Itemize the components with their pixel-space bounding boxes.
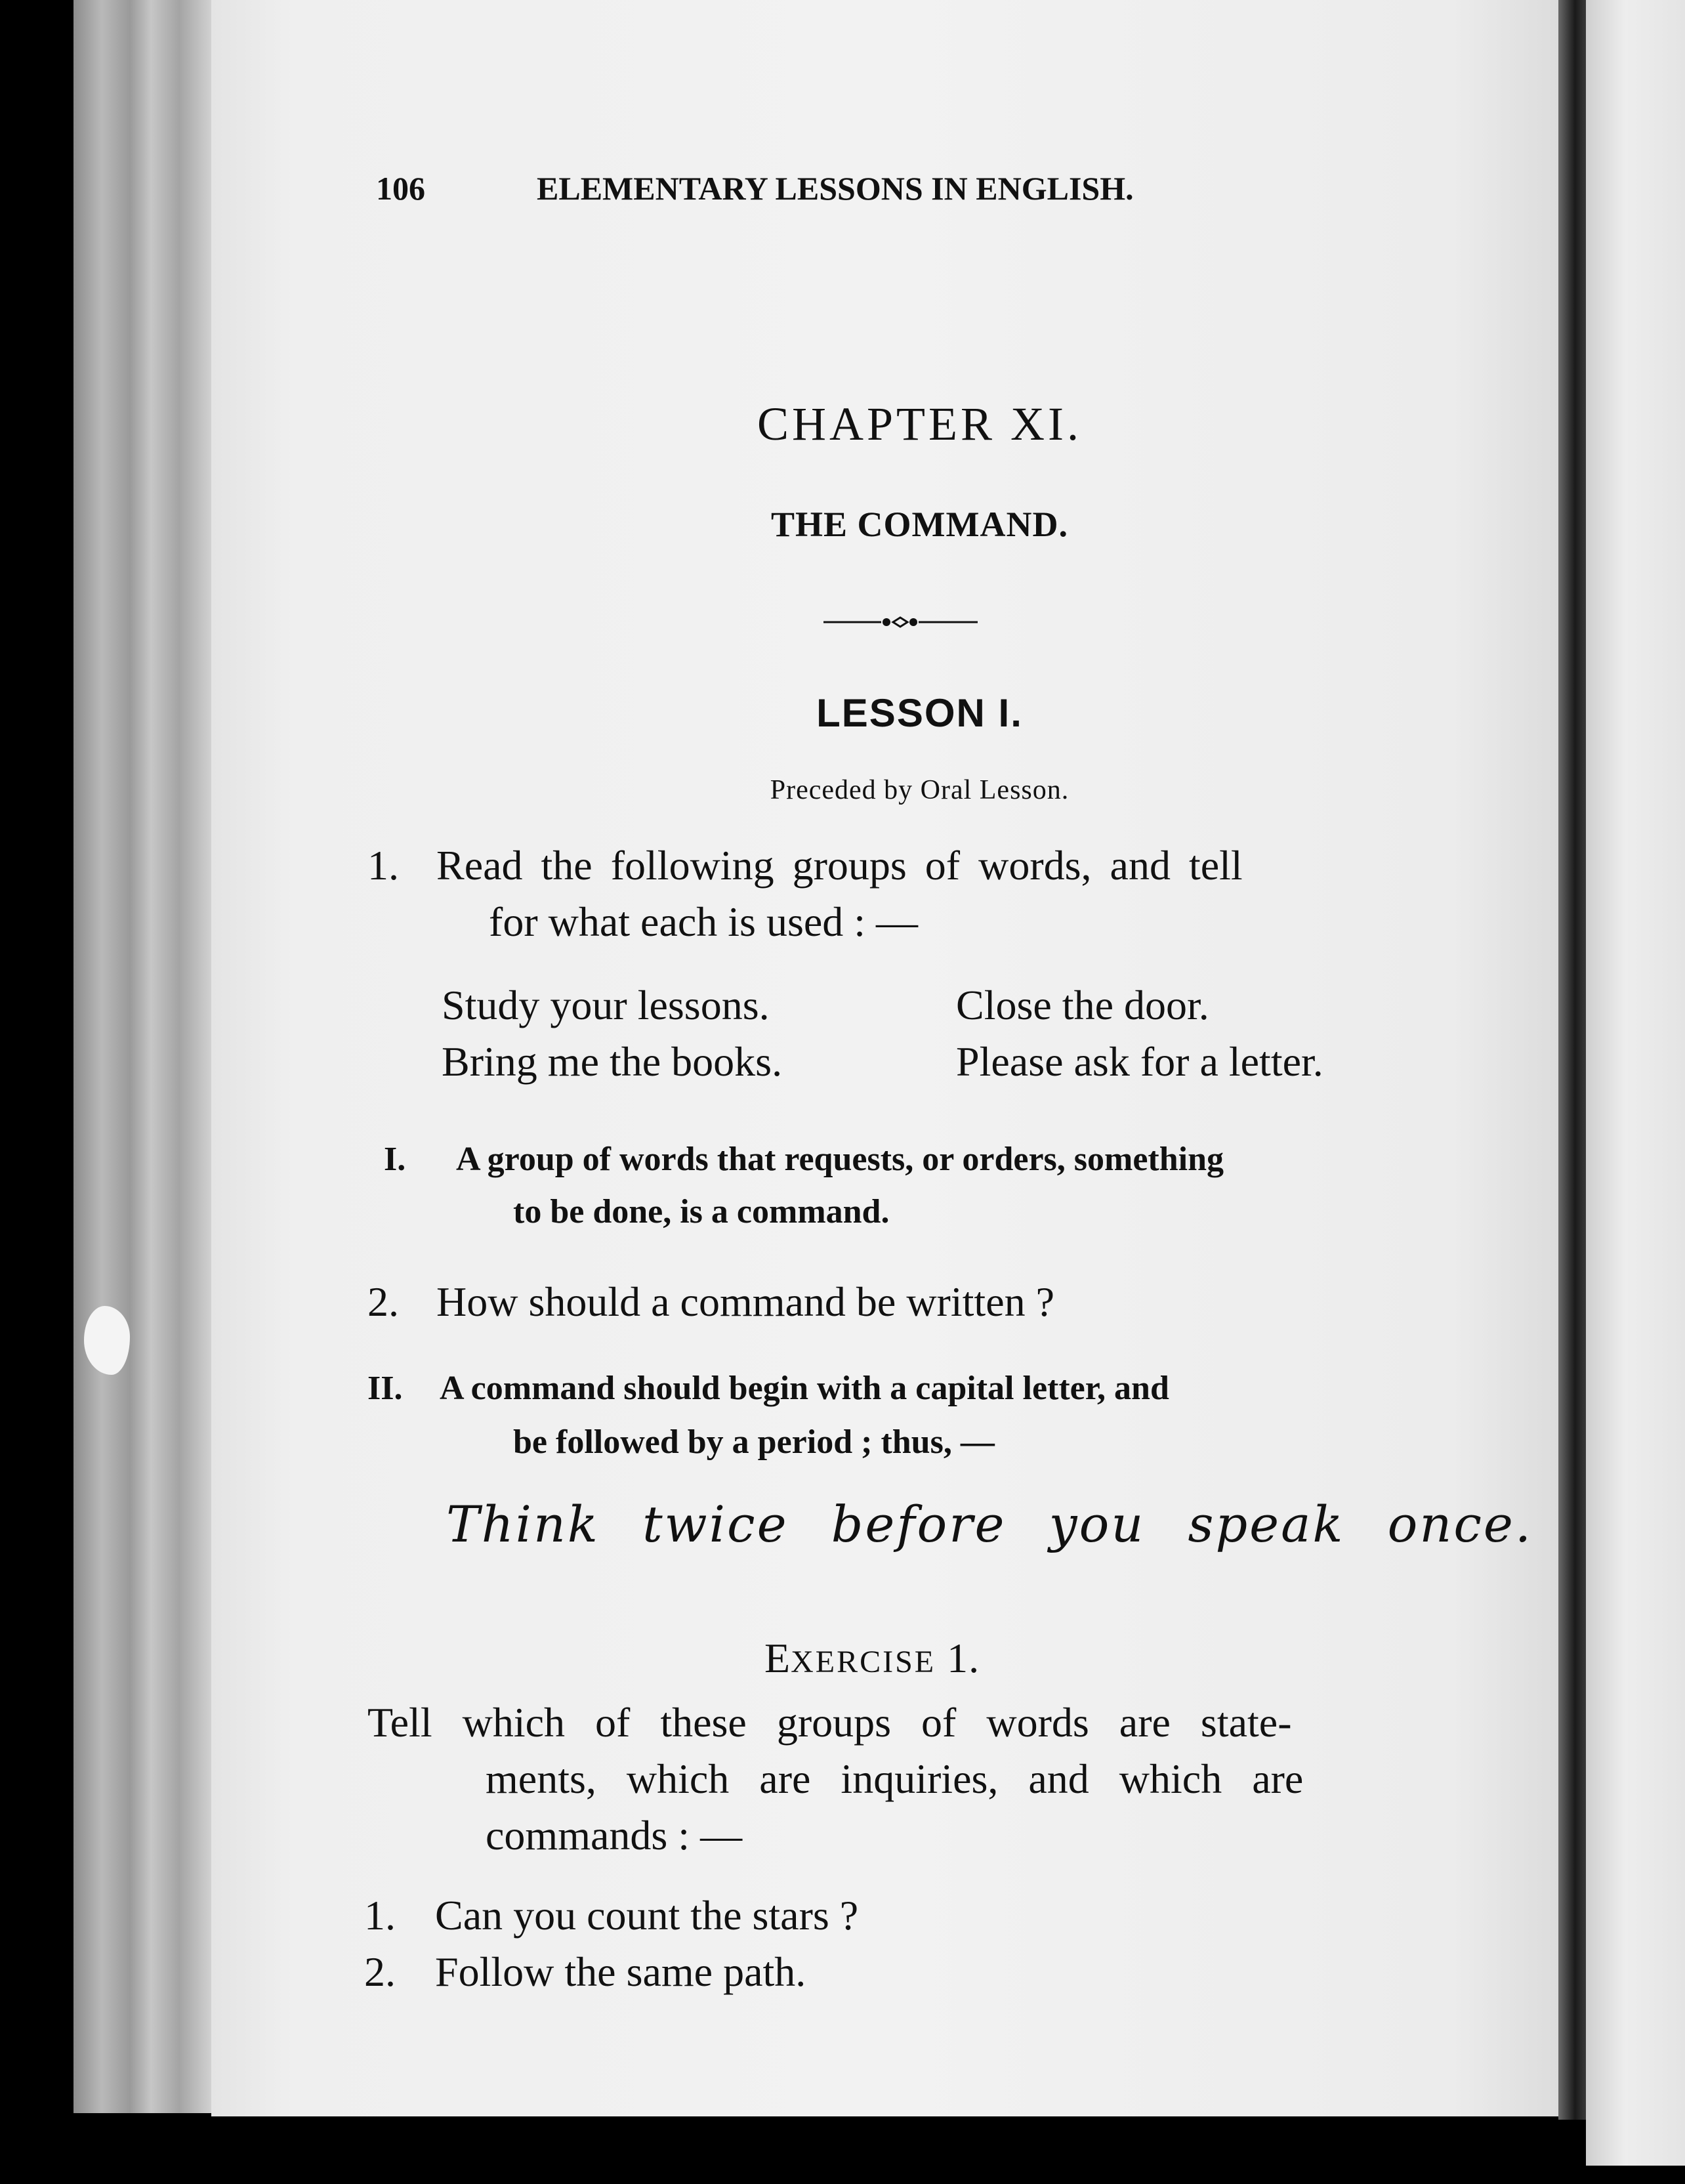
example-sentence: Please ask for a letter. [956,1038,1323,1085]
section-title: THE COMMAND. [771,505,1068,544]
rule-number: I. [384,1141,406,1178]
exercise-instruction: commands : — [486,1812,743,1858]
question-text: Read the following groups of words, and tell [436,842,1243,889]
rule-1-continued: to be done, is a command. [513,1193,890,1230]
item-number: 1. [364,1892,396,1939]
rule-2 [367,1372,1169,1406]
item-number: 2. [364,1948,396,1995]
item-text: Can you count the stars ? [435,1892,859,1939]
page-edges [73,0,215,2113]
gutter-shadow [1558,0,1586,2120]
question-2 [367,1278,1054,1325]
rule-number: II. [367,1370,403,1407]
example-sentence: Close the door. [956,982,1209,1028]
example-sentence: Study your lessons. [442,982,770,1028]
exercise-item [364,1948,806,1995]
example-sentence: Bring me the books. [442,1038,783,1085]
exercise-instruction: ments, which are inquiries, and which are [486,1755,1304,1802]
lesson-title: LESSON I. [816,691,1023,735]
rule-1 [384,1143,1224,1177]
rule-2-continued: be followed by a period ; thus, — [513,1423,995,1461]
facing-page-edge [1586,0,1685,2166]
question-number: 1. [367,842,399,889]
lesson-note: Preceded by Oral Lesson. [770,775,1070,805]
question-1 [367,842,1243,889]
page-number: 106 [376,170,425,207]
item-text: Follow the same path. [435,1948,806,1995]
question-number: 2. [367,1278,399,1325]
question-text: How should a command be written ? [436,1278,1054,1325]
exercise-item [364,1892,859,1939]
exercise-title-number: 1. [947,1635,980,1681]
question-1-continued: for what each is used : — [489,898,919,945]
exercise-title [764,1637,980,1679]
running-head [376,172,1134,205]
rule-text: A group of words that requests, or orders, something [456,1141,1224,1178]
exercise-instruction: Tell which of these groups of words are state- [367,1699,1292,1746]
ornament-divider [823,609,978,635]
exercise-title-rest: XERCISE [791,1645,936,1679]
running-head-title: ELEMENTARY LESSONS IN ENGLISH. [537,170,1134,207]
rule-text: A command should begin with a capital letter, and [440,1370,1169,1407]
exercise-title-initial: E [764,1635,791,1681]
chapter-title: CHAPTER XI. [757,398,1082,450]
script-example: Think twice before you speak once. [446,1495,1533,1553]
